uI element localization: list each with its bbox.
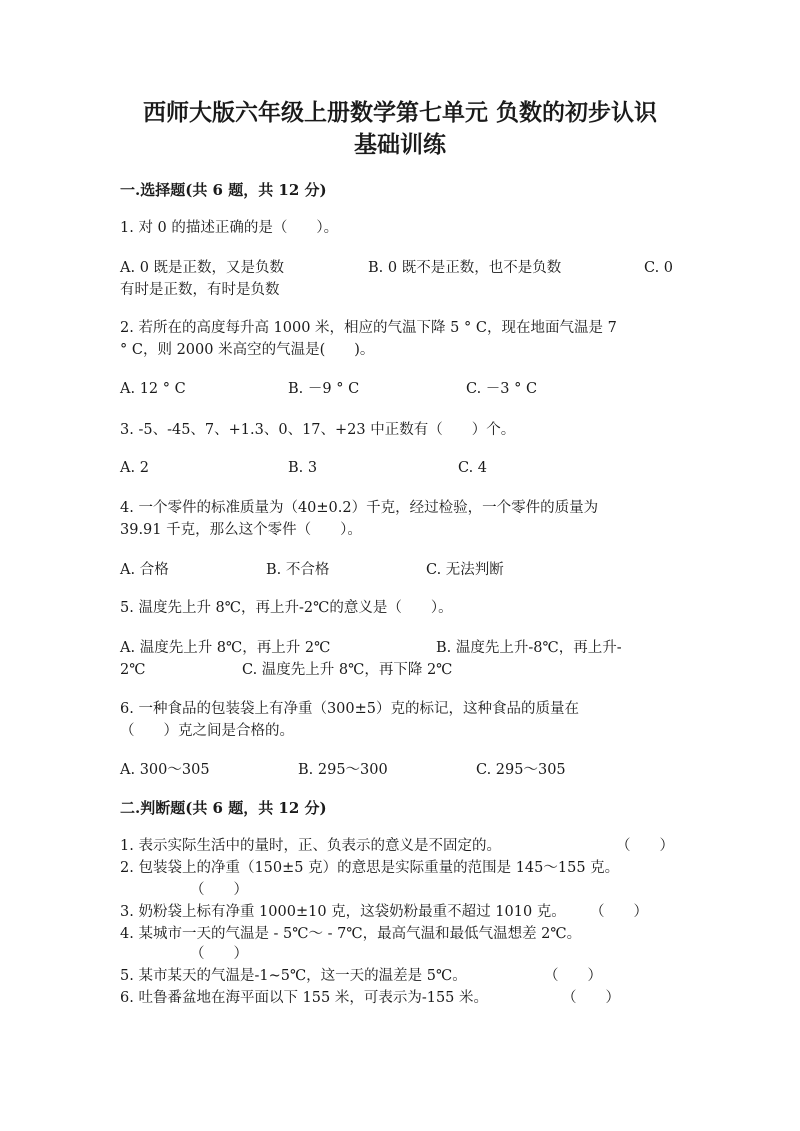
question-4-stem-line-1: 4. 一个零件的标准质量为（40±0.2）千克，经过检验，一个零件的质量为 <box>120 500 599 516</box>
question-4-option-c: C. 无法判断 <box>426 562 504 578</box>
question-2-stem-line-1: 2. 若所在的高度每升高 1000 米，相应的气温下降 5 ° C，现在地面气温是 7 <box>120 320 617 336</box>
judge-item-5: 5. 某市某天的气温是-1~5℃，这一天的温差是 5℃。 <box>120 968 467 984</box>
question-4-option-a: A. 合格 <box>120 562 169 578</box>
question-5-stem: 5. 温度先上升 8℃，再上升-2℃的意义是（ ）。 <box>120 600 453 616</box>
judge-item-2-answer-bracket: （ ） <box>190 882 248 898</box>
question-6-option-c: C. 295～305 <box>476 762 566 778</box>
section-heading-true-false: 二.判断题(共 6 题，共 12 分) <box>120 799 327 817</box>
question-1-option-b: B. 0 既不是正数，也不是负数 <box>368 260 562 276</box>
question-3-option-a: A. 2 <box>120 460 149 476</box>
question-6-stem-line-1: 6. 一种食品的包装袋上有净重（300±5）克的标记，这种食品的质量在 <box>120 701 579 717</box>
judge-item-1: 1. 表示实际生活中的量时，正、负表示的意义是不固定的。 <box>120 838 501 854</box>
judge-item-1-answer-bracket: （ ） <box>616 838 674 854</box>
question-6-option-b: B. 295～300 <box>298 762 388 778</box>
question-5-option-b: B. 温度先上升-8℃，再上升- <box>436 640 622 656</box>
judge-item-2: 2. 包装袋上的净重（150±5 克）的意思是实际重量的范围是 145～155 克。 <box>120 860 620 876</box>
judge-item-6: 6. 吐鲁番盆地在海平面以下 155 米，可表示为-155 米。 <box>120 990 489 1006</box>
title-line-1: 西师大版六年级上册数学第七单元 负数的初步认识 <box>142 99 657 126</box>
judge-item-5-answer-bracket: （ ） <box>544 968 602 984</box>
judge-item-4: 4. 某城市一天的气温是 - 5℃～ - 7℃，最高气温和最低气温想差 2℃。 <box>120 926 582 942</box>
judge-item-4-answer-bracket: （ ） <box>190 946 248 962</box>
question-6-stem-line-2: （ ）克之间是合格的。 <box>120 723 294 739</box>
question-3-option-c: C. 4 <box>458 460 488 476</box>
question-4-stem-line-2: 39.91 千克，那么这个零件（ ）。 <box>120 522 362 538</box>
question-5-option-a: A. 温度先上升 8℃，再上升 2℃ <box>120 640 331 656</box>
title-line-2: 基础训练 <box>354 131 446 158</box>
question-1-option-a: A. 0 既是正数，又是负数 <box>120 260 285 276</box>
question-5-option-c: C. 温度先上升 8℃，再下降 2℃ <box>242 662 453 678</box>
question-5-option-b-cont: 2℃ <box>120 662 146 678</box>
judge-item-6-answer-bracket: （ ） <box>562 990 620 1006</box>
question-2-option-b: B. －9 ° C <box>288 381 360 397</box>
question-2-stem-line-2: ° C，则 2000 米高空的气温是( )。 <box>120 342 375 358</box>
section-heading-choice: 一.选择题(共 6 题，共 12 分) <box>120 181 327 199</box>
question-2-option-c: C. －3 ° C <box>466 381 538 397</box>
question-6-option-a: A. 300～305 <box>120 762 210 778</box>
question-3-stem: 3. -5、-45、7、+1.3、0、17、+23 中正数有（ ）个。 <box>120 422 516 438</box>
judge-item-3: 3. 奶粉袋上标有净重 1000±10 克，这袋奶粉最重不超过 1010 克。 <box>120 904 566 920</box>
judge-item-3-answer-bracket: （ ） <box>590 904 648 920</box>
question-1-option-c: C. 0 <box>644 260 674 276</box>
question-1-option-c-cont: 有时是正数，有时是负数 <box>120 282 280 298</box>
question-4-option-b: B. 不合格 <box>266 562 330 578</box>
question-1-stem: 1. 对 0 的描述正确的是（ ）。 <box>120 220 339 236</box>
question-3-option-b: B. 3 <box>288 460 318 476</box>
question-2-option-a: A. 12 ° C <box>120 381 186 397</box>
